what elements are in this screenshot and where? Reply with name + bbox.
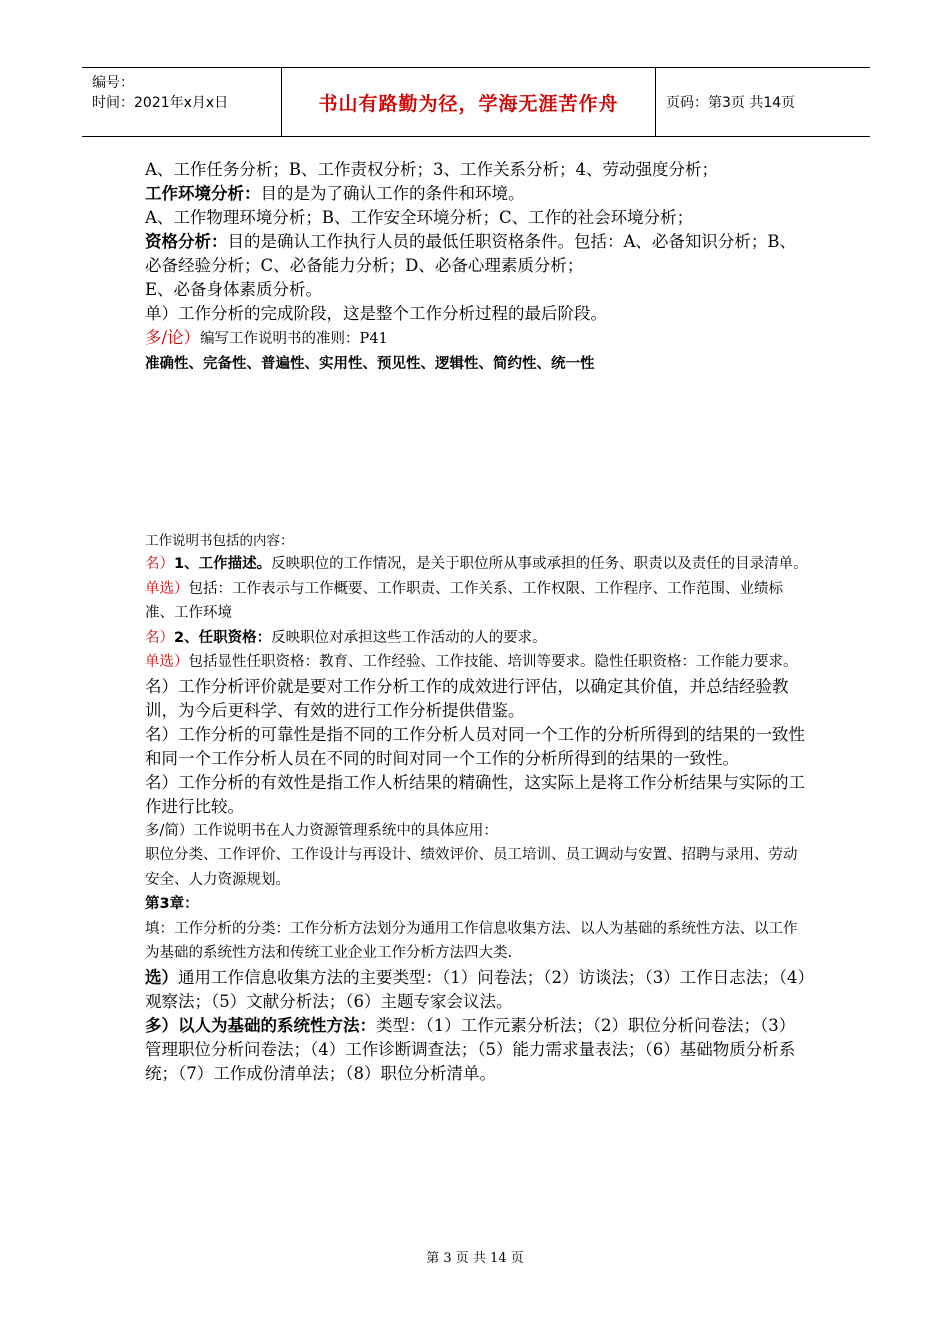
chapter-heading: 第3章： — [145, 896, 199, 912]
time-label: 时间：2021年x月x日 — [92, 95, 229, 111]
section-heading: 资格分析： — [145, 232, 228, 251]
header-motto: 书山有路勤为径，学海无涯苦作舟 — [282, 68, 656, 136]
section-heading: 2、任职资格： — [174, 629, 272, 646]
text-line: 工作说明书包括的内容： — [145, 533, 294, 549]
text-line — [145, 626, 810, 651]
text-line — [145, 577, 810, 626]
text-line — [145, 650, 810, 675]
text-span: 反映职位的工作情况，是关于职位所从事或承担的任务、职责以及责任的目录清单。 — [271, 556, 808, 572]
text-span: 编写工作说明书的准则：P41 — [200, 331, 388, 347]
document-body — [145, 158, 810, 1086]
question-tag: 名） — [145, 629, 174, 646]
text-line — [145, 552, 810, 577]
text-line: 填：工作分析的分类：工作分析方法划分为通用工作信息收集方法、以人为基础的系统性方法、以工作为基础的系统性方法和传统工业企业工作分析方法四大类. — [145, 920, 798, 961]
text-span: 目的是为了确认工作的条件和环境。 — [260, 184, 525, 203]
text-span: 包括显性任职资格：教育、工作经验、工作技能、培训等要求。隐性任职资格：工作能力要求。 — [188, 654, 798, 670]
page-header — [82, 67, 870, 137]
text-line: 名）工作分析的有效性是指工作人析结果的精确性，这实际上是将工作分析结果与实际的工作进行比较。 — [145, 772, 805, 816]
text-line: A、工作任务分析；B、工作责权分析；3、工作关系分析；4、劳动强度分析； — [145, 160, 719, 179]
text-line — [145, 230, 810, 278]
text-line — [145, 966, 810, 1014]
header-page-label: 页码：第3页 共14页 — [666, 95, 796, 111]
text-line: A、工作物理环境分析；B、工作安全环境分析；C、工作的社会环境分析； — [145, 208, 694, 227]
question-tag: 多/论） — [145, 328, 201, 347]
text-line: 名）工作分析的可靠性是指不同的工作分析人员对同一个工作的分析所得到的结果的一致性和同一个工作分析人员在不同的时间对同一个工作的分析所得到的结果的一致性。 — [145, 724, 805, 768]
question-tag: 单选） — [145, 580, 189, 597]
text-line: 单）工作分析的完成阶段，这是整个工作分析过程的最后阶段。 — [145, 304, 607, 323]
text-line: 职位分类、工作评价、工作设计与再设计、绩效评价、员工培训、员工调动与安置、招聘与录用、劳动安全、人力资源规划。 — [145, 847, 798, 888]
question-tag: 选） — [145, 967, 178, 987]
section-heading: 多）以人为基础的系统性方法： — [145, 1015, 376, 1035]
text-line — [145, 1014, 810, 1086]
question-tag: 名） — [145, 556, 174, 572]
text-span: 类型：（1）工作元素分析法；（2）职位分析问卷法；（3）管理职位分析问卷法；（4）工作诊断调查法；（5）能力需求量表法；（6）基础物质分析系统；（7）工作成份清单法；（8）职位分析清单。 — [145, 1015, 796, 1083]
text-line: 多/简）工作说明书在人力资源管理系统中的具体应用： — [145, 822, 498, 839]
text-span: 反映职位对承担这些工作活动的人的要求。 — [271, 629, 547, 646]
text-line: E、必备身体素质分析。 — [145, 280, 323, 299]
text-line: 准确性、完备性、普遍性、实用性、预见性、逻辑性、简约性、统一性 — [145, 355, 595, 372]
text-span: 目的是确认工作执行人员的最低任职资格条件。包括：A、必备知识分析；B、必备经验分析；C、必备能力分析；D、必备心理素质分析； — [145, 232, 797, 275]
header-meta — [82, 68, 282, 136]
section-heading: 工作环境分析： — [145, 184, 261, 203]
blank-gap — [145, 376, 810, 530]
question-tag: 单选） — [145, 654, 189, 670]
page-footer: 第 3 页 共 14 页 — [426, 1251, 524, 1266]
text-line — [145, 182, 810, 206]
text-span: 通用工作信息收集方法的主要类型：（1）问卷法；（2）访谈法；（3）工作日志法；（4）观察法；（5）文献分析法；（6）主题专家会议法。 — [145, 967, 806, 1011]
text-span: 包括：工作表示与工作概要、工作职责、工作关系、工作权限、工作程序、工作范围、业绩标准、工作环境 — [145, 580, 783, 621]
number-label: 编号： — [92, 75, 134, 91]
text-line: 名）工作分析评价就是要对工作分析工作的成效进行评估，以确定其价值，并总结经验教训，为今后更科学、有效的进行工作分析提供借鉴。 — [145, 676, 789, 720]
section-heading: 1、工作描述。 — [174, 556, 272, 572]
text-line — [145, 326, 810, 352]
